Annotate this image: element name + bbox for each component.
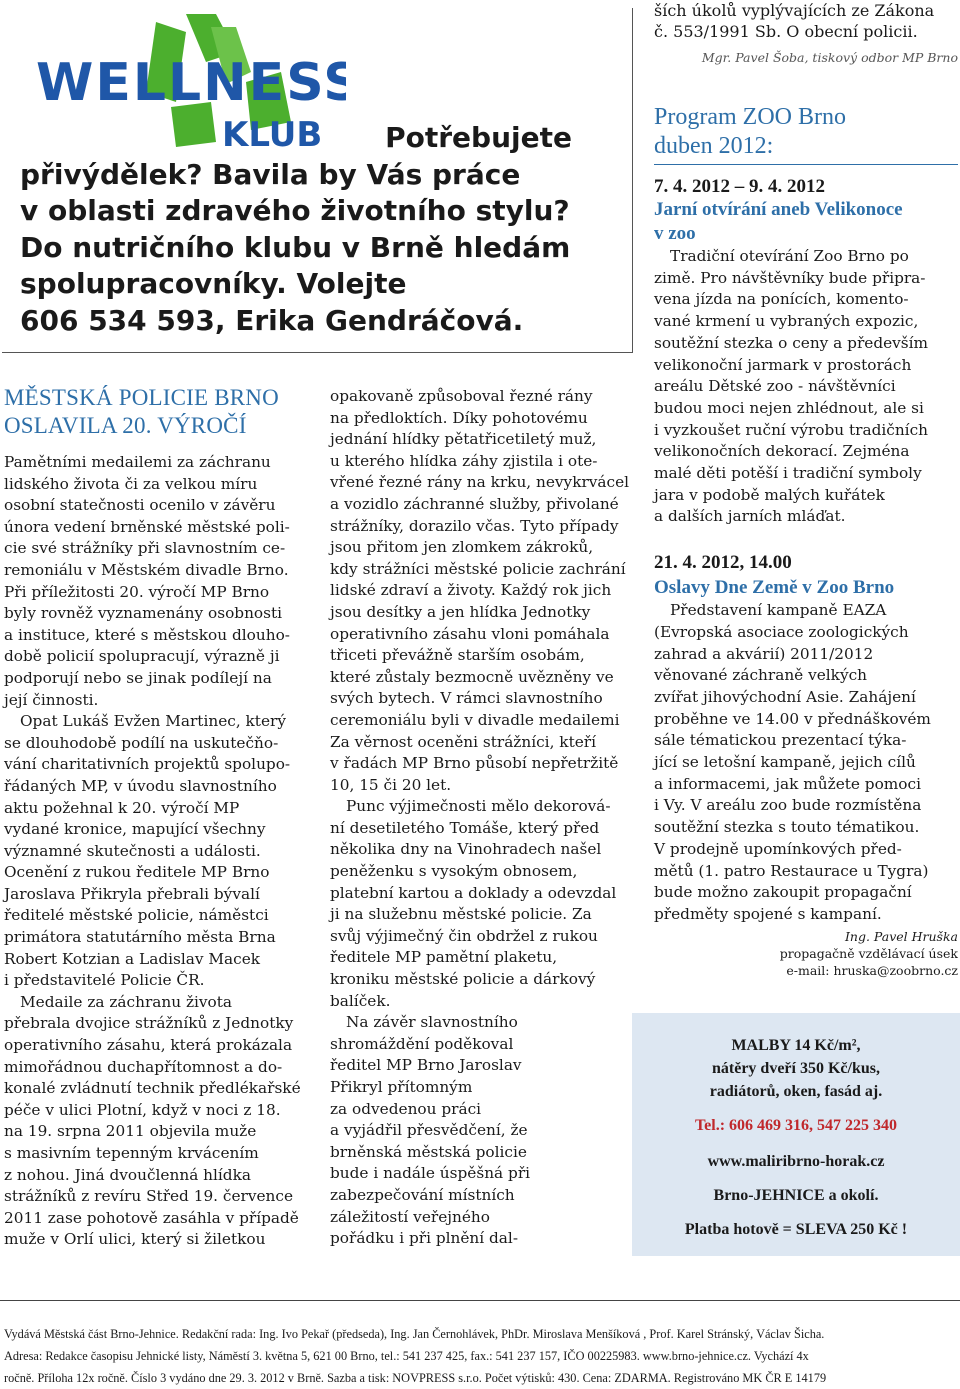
text-line: aktu požehnal k 20. výročí MP <box>4 798 240 817</box>
text-line: kdy strážníci městské policie zachrání <box>330 559 626 578</box>
text-line: vání charitativních projektů spolupo- <box>4 755 291 774</box>
text-line: se dlouhodobě podílí na uskutečňo- <box>4 733 279 752</box>
fragment-line: ších úkolů vyplývajících ze Zákona <box>654 1 935 20</box>
text-line: Jaroslava Přikryla přebrali bývalí <box>4 884 260 903</box>
event-title: Jarní otvírání aneb Velikonoce <box>654 199 903 220</box>
text-line: i představitelé Policie ČR. <box>4 971 205 990</box>
police-signature: Mgr. Pavel Šoba, tiskový odbor MP Brno <box>701 50 958 65</box>
text-line: a dalších jarních mláďat. <box>654 507 846 526</box>
malby-line: MALBY 14 Kč/m², <box>731 1037 861 1054</box>
text-line: velikonoční jarmark v prostorách <box>654 355 912 374</box>
footer-divider <box>0 1300 960 1301</box>
text-line: primátora statutárního města Brna <box>4 928 276 947</box>
ad-line: spolupracovníky. Volejte <box>20 267 407 300</box>
text-line: zahrad a akvárií) 2011/2012 <box>654 644 874 663</box>
text-line: operativního zásahu, která prokázala <box>4 1036 293 1055</box>
text-line: ředitelé městské policie, náměstci <box>4 906 269 925</box>
text-line: svůj výjimečný čin obdržel z rukou <box>330 926 598 945</box>
text-line: Na závěr slavnostního <box>346 1013 518 1032</box>
text-line: areálu Dětské zoo - návštěvníci <box>654 377 896 396</box>
event-description <box>654 246 958 528</box>
text-line: době policií spolupracují, výrazně ji <box>4 647 280 666</box>
event-title: Oslavy Dne Země v Zoo Brno <box>654 577 895 599</box>
text-line: Tradiční otevírání Zoo Brno po <box>670 247 909 265</box>
text-line: vřené řezné rány na krku, nevykrvácel <box>330 473 630 492</box>
text-line: záležitostí veřejného <box>330 1207 490 1226</box>
imprint-footer <box>4 1323 960 1389</box>
text-line: vané krmení u vybraných expozic, <box>654 312 919 331</box>
text-line: z nohou. Jiná dvoučlenná hlídka <box>4 1165 251 1184</box>
continued-article-fragment <box>654 0 958 42</box>
text-line: Ocenění z rukou ředitele MP Brno <box>4 863 270 882</box>
text-line: strážníků z revíru Střed 19. července <box>4 1187 293 1206</box>
text-line: brněnská městská policie <box>330 1142 527 1161</box>
text-line: na 19. srpna 2011 objevila muže <box>4 1122 257 1141</box>
text-line: V prodejně upomínkových před- <box>654 839 902 858</box>
text-line: proběhne ve 14.00 v přednáškovém <box>654 709 931 728</box>
text-line: jící se letošní kampaně, jejich cílů <box>654 753 916 772</box>
event-description <box>654 600 958 926</box>
ad-line: 606 534 593, Erika Gendráčová. <box>20 303 524 337</box>
text-line: muže v Orlí ulici, který si žiletkou <box>4 1230 266 1249</box>
ad-text <box>20 120 632 339</box>
text-line: Přikryl přítomným <box>330 1078 473 1096</box>
text-line: jsou přitom jen zlomkem zákroků, <box>330 538 594 557</box>
text-line: operativního zásahu vloni pomáhala <box>330 624 610 643</box>
malby-line: radiátorů, oken, fasád aj. <box>709 1083 883 1100</box>
text-line: Medaile za záchranu života <box>20 992 233 1011</box>
text-line: bude i nadále úspěšná při <box>330 1164 531 1183</box>
text-line: a instituce, které s městskou dlouho- <box>4 625 290 644</box>
ad-line: Do nutričního klubu v Brně hledám <box>20 230 571 264</box>
footer-line: ročně. Příloha 12x ročně. Číslo 3 vydáno dne 29. 3. 2012 v Brně. Sazba a tisk: NOVPRESS s.r.o. Počet výtisků: 430. Cena: ZDARMA. Registrováno MK ČR E 14179 <box>4 1371 827 1385</box>
police-title-line: OSLAVILA 20. VÝROČÍ <box>4 413 247 438</box>
ad-line: v oblasti zdravého životního stylu? <box>20 194 570 227</box>
zoo-program-body <box>654 176 958 979</box>
text-line: ní desetiletého Tomáše, který před <box>330 818 600 837</box>
text-line: 10, 15 či 20 let. <box>330 775 452 794</box>
fragment-line: č. 553/1991 Sb. O obecní policii. <box>654 22 918 41</box>
footer-line: Vydává Městská část Brno-Jehnice. Redakční rada: Ing. Ivo Pekař (předseda), Ing. Jan Černohlávek, PhDr. Miroslava Menšíková , Prof. Karel Stránský, Václav Šicha. <box>4 1327 825 1341</box>
police-article-title <box>4 384 304 440</box>
police-article-column-2 <box>330 386 632 1250</box>
text-line: mimořádnou duchapřítomnost a do- <box>4 1057 283 1076</box>
text-line: soutěžní stezka s touto tématikou. <box>654 818 920 837</box>
text-line: v řadách MP Brno působí nepřetržitě <box>330 754 619 773</box>
text-line: lidského života či za velkou míru <box>4 474 258 493</box>
text-line: třiceti převážně starším osobám, <box>330 646 585 665</box>
logo-word-wellness: WELLNESS <box>36 53 346 113</box>
event-date: 21. 4. 2012, 14.00 <box>654 552 792 574</box>
text-line: velikonočních dekorací. Zejména <box>654 442 910 461</box>
text-line: péče v ulici Plotní, když v noci z 18. <box>4 1100 281 1119</box>
text-line: vydané kronice, mapující všechny <box>4 820 266 839</box>
text-line: sále tématickou prezentací týka- <box>654 731 907 750</box>
text-line: byly rovněž vyznamenány osobnosti <box>4 604 283 623</box>
text-line: na předloktích. Díky pohotovému <box>330 408 588 427</box>
zoo-title-line: duben 2012: <box>654 133 774 159</box>
text-line: Za věrnost oceněni strážníci, kteří <box>330 732 596 751</box>
text-line: Představení kampaně EAZA <box>670 601 887 620</box>
text-line: Při příležitosti 20. výročí MP Brno <box>4 582 270 601</box>
text-line: Robert Kotzian a Ladislav Macek <box>4 949 261 968</box>
text-line: za odvedenou práci <box>330 1099 482 1118</box>
text-line: opakovaně způsoboval řezné rány <box>330 387 593 405</box>
text-line: Pamětními medailemi za záchranu <box>4 453 271 471</box>
zoo-title-divider <box>654 164 958 165</box>
text-line: předměty spojené s kampaní. <box>654 904 882 923</box>
text-line: věnované záchraně velkých <box>654 666 867 685</box>
event-date: 7. 4. 2012 – 9. 4. 2012 <box>654 176 825 197</box>
ad-line: Potřebujete <box>385 121 572 154</box>
footer-line: Adresa: Redakce časopisu Jehnické listy, Náměstí 3. května 5, 621 00 Brno, tel.: 541 237 425, fax.: 541 237 157, IČO 00225983. www.brno-jehnice.cz. Vychází 4x <box>4 1349 809 1363</box>
text-line: i vyzkoušet ruční výrobu tradičních <box>654 420 928 439</box>
text-line: podporují nebo se jinak podílejí na <box>4 668 272 687</box>
text-line: zvířat jihovýchodní Asie. Zahájení <box>654 687 916 706</box>
text-line: bude možno zakoupit propagační <box>654 883 912 902</box>
text-line: několika dny na Vinohradech našel <box>330 840 602 859</box>
malby-place: Brno-JEHNICE a okolí. <box>713 1187 879 1204</box>
text-line: ceremoniálu byli v divadle medailemi <box>330 710 620 729</box>
text-line: a informacemi, jak můžete pomoci <box>654 774 921 793</box>
text-line: strážníky, dorazilo včas. Tyto případy <box>330 516 619 535</box>
text-line: ředitele MP pamětní plaketu, <box>330 948 558 967</box>
police-article-column-1 <box>4 452 304 1251</box>
text-line: (Evropská asociace zoologických <box>654 622 909 641</box>
text-line: osobní statečnosti ocenilo v závěru <box>4 496 276 515</box>
logo-word-klub: KLUB <box>222 115 323 152</box>
zoo-program-title <box>654 103 958 161</box>
text-line: vena jízda na ponících, komento- <box>654 290 909 309</box>
text-line: s masivním tepenným krvácením <box>4 1144 259 1162</box>
text-line: cie své strážníky při slavnostním ce- <box>4 539 286 558</box>
text-line: svých bytech. V rámci slavnostního <box>330 689 603 708</box>
text-line: její činnosti. <box>4 690 99 709</box>
text-line: zabezpečování místních <box>330 1185 515 1204</box>
text-line: a vozidlo záchranné služby, přivolané <box>330 494 619 513</box>
text-line: budou moci nejen zhlédnout, ale si <box>654 398 924 417</box>
text-line: balíček. <box>330 991 391 1010</box>
ad-line: přivýdělek? Bavila by Vás práce <box>20 157 521 191</box>
malby-phone: Tel.: 606 469 316, 547 225 340 <box>694 1117 898 1134</box>
zoo-signature-email: e-mail: hruska@zoobrno.cz <box>786 962 958 978</box>
text-line: mětů (1. patro Restaurace u Tygra) <box>654 861 929 880</box>
text-line: ředitel MP Brno Jaroslav <box>330 1056 522 1075</box>
text-line: Opat Lukáš Evžen Martinec, který <box>20 712 286 731</box>
text-line: konalé zvládnutí technik předlékařské <box>4 1079 301 1098</box>
text-line: pořádku i při plnění dal- <box>330 1229 518 1248</box>
text-line: jara v podobě malých kuřátek <box>654 485 885 504</box>
text-line: významné skutečnosti a události. <box>4 841 261 860</box>
text-line: i Vy. V areálu zoo bude rozmístěna <box>654 796 922 815</box>
text-line: Punc výjimečnosti mělo dekorová- <box>346 797 611 816</box>
malby-offer: Platba hotově = SLEVA 250 Kč ! <box>684 1221 908 1238</box>
text-line: února vedení brněnské městské poli- <box>4 517 290 536</box>
text-line: přebrala dvojice strážníků z Jednotky <box>4 1014 294 1033</box>
text-line: platební kartou a doklady a odevzdal <box>330 883 617 902</box>
text-line: které zůstaly bezmocně uvězněny ve <box>330 667 614 686</box>
text-line: u kterého hlídka záhy zjistila i ote- <box>330 451 598 470</box>
text-line: řádaných MP, v úvodu slavnostního <box>4 776 277 795</box>
police-title-line: MĚSTSKÁ POLICIE BRNO <box>4 385 279 410</box>
malby-line: nátěry dveří 350 Kč/kus, <box>712 1060 880 1077</box>
text-line: ji na služebnu městské policie. Za <box>330 905 592 924</box>
text-line: kroniku městské policie a dárkový <box>330 970 596 989</box>
text-line: shromáždění poděkoval <box>330 1034 514 1053</box>
zoo-title-line: Program ZOO Brno <box>654 104 846 130</box>
text-line: a vyjádřil přesvědčení, že <box>330 1121 528 1140</box>
text-line: soutěžní stezka o ceny a především <box>654 333 929 352</box>
zoo-signature-dept: propagačně vzdělávací úsek <box>779 945 958 961</box>
malby-web: www.maliribrno-horak.cz <box>707 1153 885 1170</box>
text-line: zimě. Pro návštěvníky bude připra- <box>654 268 926 287</box>
text-line: malé děti potěší i tradiční symboly <box>654 464 922 483</box>
event-title: v zoo <box>654 223 696 244</box>
malby-ad-box <box>632 1013 960 1256</box>
text-line: jsou desítky a jen hlídka Jednotky <box>330 602 591 621</box>
text-line: jednání hlídky pětatřicetiletý muž, <box>330 430 597 449</box>
text-line: remoniálu v Městském divadle Brno. <box>4 560 289 579</box>
text-line: 2011 zase pohotově zasáhla v případě <box>4 1208 299 1227</box>
zoo-signature-name: Ing. Pavel Hruška <box>844 928 958 944</box>
text-line: lidské zdraví a životy. Každý rok jich <box>330 581 612 600</box>
text-line: peněženku s vysokým obnosem, <box>330 862 578 881</box>
